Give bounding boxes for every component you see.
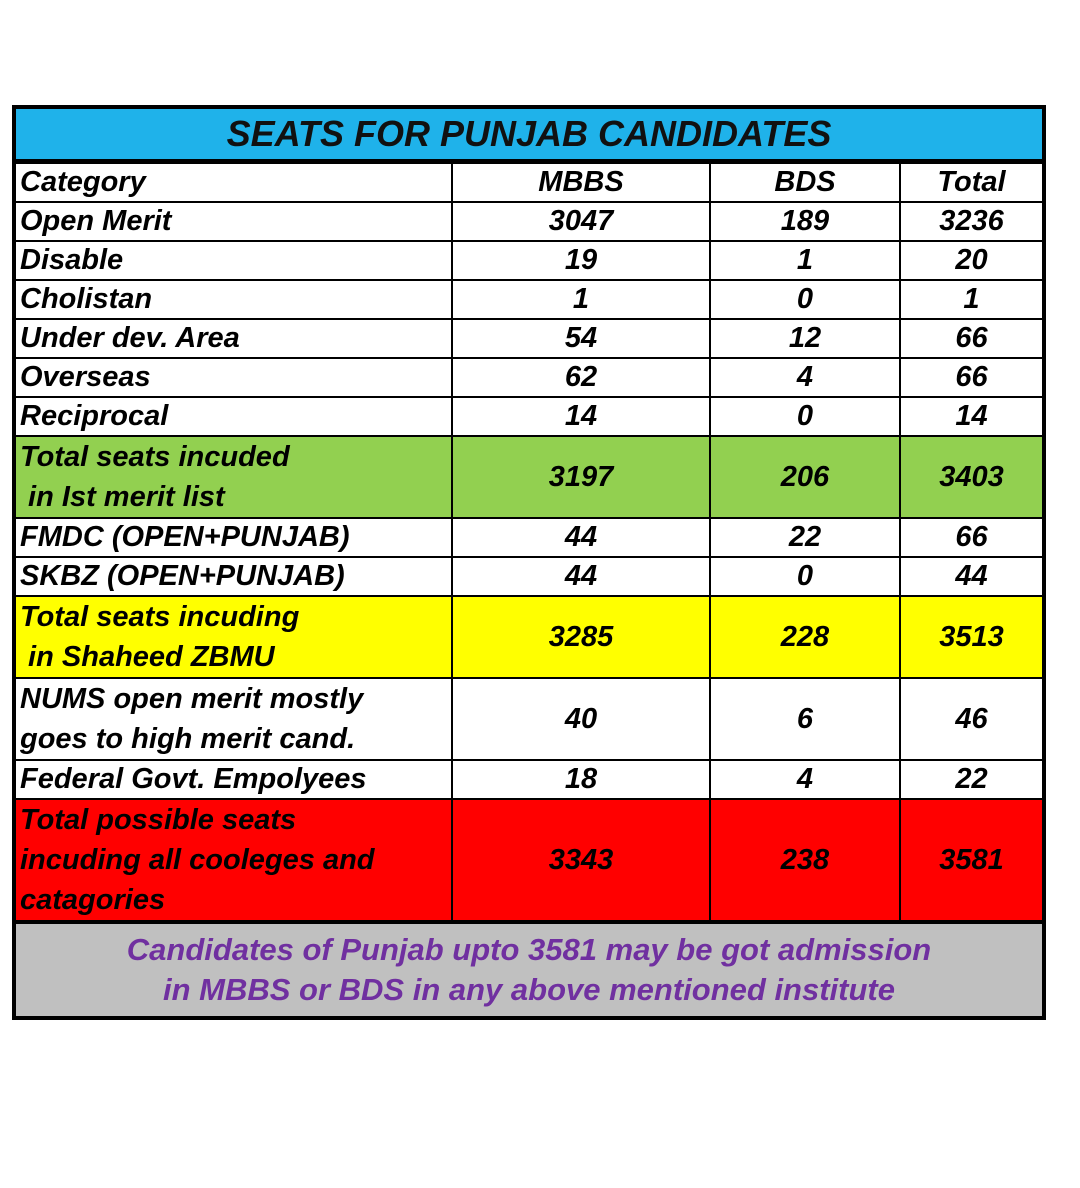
row-total: 3513 (900, 596, 1042, 678)
table-row (16, 518, 1042, 557)
category-line: NUMS open merit mostly (20, 683, 364, 715)
row-mbbs: 18 (452, 760, 710, 799)
category-line: Cholistan (20, 283, 153, 315)
row-mbbs: 40 (452, 678, 710, 760)
row-bds: 1 (710, 241, 900, 280)
row-bds: 228 (710, 596, 900, 678)
category-line: FMDC (OPEN+PUNJAB) (20, 521, 350, 553)
table-row-total-shaheed-zbmu (16, 596, 1042, 678)
row-total: 3236 (900, 202, 1042, 241)
table-row (16, 202, 1042, 241)
seats-table (16, 162, 1042, 922)
row-bds: 4 (710, 760, 900, 799)
row-bds: 6 (710, 678, 900, 760)
row-total: 3403 (900, 436, 1042, 518)
category-line: Total possible seats (20, 804, 297, 836)
row-bds: 238 (710, 799, 900, 921)
category-line: Federal Govt. Empolyees (20, 763, 367, 795)
table-row (16, 557, 1042, 596)
category-line: Disable (20, 244, 124, 276)
table-row (16, 280, 1042, 319)
header-category: Category (16, 163, 452, 202)
row-total: 20 (900, 241, 1042, 280)
row-mbbs: 44 (452, 557, 710, 596)
row-bds: 0 (710, 557, 900, 596)
table-row (16, 319, 1042, 358)
row-category (16, 202, 452, 241)
row-bds: 4 (710, 358, 900, 397)
row-bds: 0 (710, 280, 900, 319)
category-line: in Shaheed ZBMU (20, 641, 275, 673)
footer-line-1: Candidates of Punjab upto 3581 may be got admission (126, 932, 932, 967)
footer-note (16, 922, 1042, 1016)
row-total: 14 (900, 397, 1042, 436)
row-bds: 12 (710, 319, 900, 358)
category-line: Total seats incuding (20, 601, 300, 633)
table-row (16, 241, 1042, 280)
row-category (16, 596, 452, 678)
row-total: 66 (900, 358, 1042, 397)
table-row (16, 358, 1042, 397)
table-row (16, 397, 1042, 436)
row-total: 3581 (900, 799, 1042, 921)
row-category (16, 397, 452, 436)
category-line: Open Merit (20, 205, 172, 237)
row-mbbs: 1 (452, 280, 710, 319)
header-total: Total (900, 163, 1042, 202)
category-line: Overseas (20, 361, 151, 393)
row-mbbs: 3285 (452, 596, 710, 678)
category-line: Reciprocal (20, 400, 169, 432)
table-row (16, 760, 1042, 799)
category-line: Under dev. Area (20, 322, 240, 354)
table-row-total-first-merit (16, 436, 1042, 518)
row-total: 44 (900, 557, 1042, 596)
row-category (16, 799, 452, 921)
row-total: 66 (900, 319, 1042, 358)
table-row-total-possible (16, 799, 1042, 921)
header-row (16, 163, 1042, 202)
row-mbbs: 54 (452, 319, 710, 358)
row-category (16, 557, 452, 596)
row-total: 1 (900, 280, 1042, 319)
row-category (16, 241, 452, 280)
row-category (16, 436, 452, 518)
category-line: catagories (20, 884, 166, 916)
row-category (16, 280, 452, 319)
row-mbbs: 3343 (452, 799, 710, 921)
footer-line-2: in MBBS or BDS in any above mentioned institute (162, 972, 895, 1007)
row-category (16, 678, 452, 760)
row-mbbs: 3047 (452, 202, 710, 241)
category-line: goes to high merit cand. (20, 723, 356, 755)
row-mbbs: 14 (452, 397, 710, 436)
row-bds: 0 (710, 397, 900, 436)
row-total: 66 (900, 518, 1042, 557)
table-title: SEATS FOR PUNJAB CANDIDATES (16, 109, 1042, 162)
seats-table-sheet (12, 105, 1046, 1020)
row-category (16, 760, 452, 799)
row-bds: 22 (710, 518, 900, 557)
row-bds: 206 (710, 436, 900, 518)
row-category (16, 319, 452, 358)
row-bds: 189 (710, 202, 900, 241)
row-mbbs: 3197 (452, 436, 710, 518)
category-line: Total seats incuded (20, 441, 290, 473)
category-line: SKBZ (OPEN+PUNJAB) (20, 560, 345, 592)
header-bds: BDS (710, 163, 900, 202)
row-mbbs: 62 (452, 358, 710, 397)
category-line: incuding all cooleges and (20, 844, 375, 876)
row-total: 22 (900, 760, 1042, 799)
row-category (16, 518, 452, 557)
category-line: in Ist merit list (20, 481, 225, 513)
row-mbbs: 44 (452, 518, 710, 557)
table-row (16, 678, 1042, 760)
row-mbbs: 19 (452, 241, 710, 280)
row-total: 46 (900, 678, 1042, 760)
header-mbbs: MBBS (452, 163, 710, 202)
row-category (16, 358, 452, 397)
